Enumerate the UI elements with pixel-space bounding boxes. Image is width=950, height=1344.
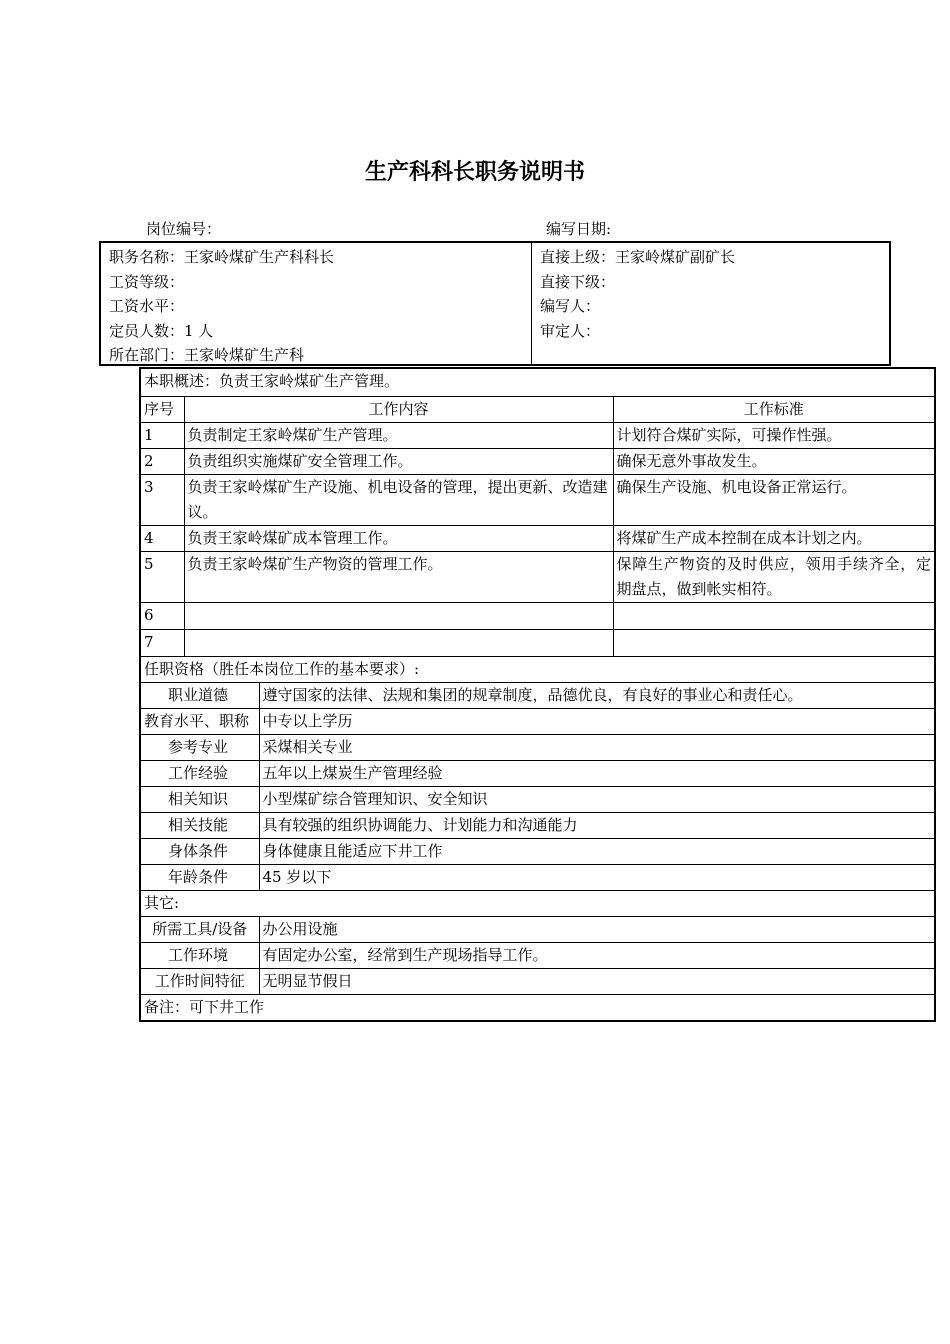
qualification-label: 工作经验 xyxy=(140,760,259,786)
qualification-row xyxy=(140,734,935,760)
remark: 备注：可下井工作 xyxy=(140,994,935,1021)
qualification-value: 身体健康且能适应下井工作 xyxy=(259,838,935,864)
other-row xyxy=(140,916,935,942)
qualification-row xyxy=(140,682,935,708)
qualification-row xyxy=(140,838,935,864)
salary-grade-field: 工资等级： xyxy=(109,272,185,291)
qualification-row xyxy=(140,708,935,734)
headcount-field: 定员人数：1 人 xyxy=(109,321,214,340)
other-value: 办公用设施 xyxy=(259,916,935,942)
qualification-value: 采煤相关专业 xyxy=(259,734,935,760)
duty-row xyxy=(140,448,935,474)
duty-content xyxy=(184,602,613,629)
other-label: 工作环境 xyxy=(140,942,259,968)
info-left-column xyxy=(109,245,334,368)
col-header-standard: 工作标准 xyxy=(613,396,935,422)
duty-no: 6 xyxy=(140,602,184,629)
duty-standard xyxy=(613,602,935,629)
duty-no: 1 xyxy=(140,422,184,448)
info-divider xyxy=(531,243,532,364)
col-header-content: 工作内容 xyxy=(184,396,613,422)
duty-no: 5 xyxy=(140,551,184,602)
duty-standard xyxy=(613,629,935,656)
author-field: 编写人： xyxy=(540,297,601,316)
qualification-value: 45 岁以下 xyxy=(259,864,935,890)
qualification-row xyxy=(140,786,935,812)
qualification-value: 五年以上煤炭生产管理经验 xyxy=(259,760,935,786)
other-row xyxy=(140,942,935,968)
position-number-label: 岗位编号： xyxy=(146,220,222,238)
qualification-label: 参考专业 xyxy=(140,734,259,760)
other-label: 所需工具/设备 xyxy=(140,916,259,942)
qualification-label: 职业道德 xyxy=(140,682,259,708)
qualification-row xyxy=(140,812,935,838)
other-value: 有固定办公室，经常到生产现场指导工作。 xyxy=(259,942,935,968)
duty-standard: 计划符合煤矿实际，可操作性强。 xyxy=(613,422,935,448)
reviewer-field: 审定人： xyxy=(540,321,601,340)
qualification-value: 具有较强的组织协调能力、计划能力和沟通能力 xyxy=(259,812,935,838)
job-title-field: 职务名称：王家岭煤矿生产科科长 xyxy=(109,248,335,266)
qualification-label: 教育水平、职称 xyxy=(140,708,259,734)
other-value: 无明显节假日 xyxy=(259,968,935,994)
qualification-value: 中专以上学历 xyxy=(259,708,935,734)
duty-standard: 确保无意外事故发生。 xyxy=(613,448,935,474)
duty-row xyxy=(140,525,935,551)
other-heading: 其它: xyxy=(140,890,935,916)
qualification-label: 年龄条件 xyxy=(140,864,259,890)
qualification-row xyxy=(140,864,935,890)
job-summary: 本职概述：负责王家岭煤矿生产管理。 xyxy=(140,368,935,396)
duty-standard: 将煤矿生产成本控制在成本计划之内。 xyxy=(613,525,935,551)
page-title: 生产科科长职务说明书 xyxy=(364,160,585,185)
duty-no: 2 xyxy=(140,448,184,474)
duty-content xyxy=(184,629,613,656)
basic-info-box xyxy=(99,241,891,366)
duty-row xyxy=(140,474,935,525)
qualification-label: 相关技能 xyxy=(140,812,259,838)
duty-content: 负责王家岭煤矿成本管理工作。 xyxy=(184,525,613,551)
duty-standard: 确保生产设施、机电设备正常运行。 xyxy=(613,474,935,525)
other-row xyxy=(140,968,935,994)
direct-subordinate-field: 直接下级： xyxy=(540,272,616,291)
duty-row xyxy=(140,629,935,656)
info-right-column xyxy=(540,245,735,343)
duty-content: 负责制定王家岭煤矿生产管理。 xyxy=(184,422,613,448)
duty-row xyxy=(140,551,935,602)
duty-no: 3 xyxy=(140,474,184,525)
other-label: 工作时间特征 xyxy=(140,968,259,994)
salary-level-field: 工资水平： xyxy=(109,297,185,316)
col-header-no: 序号 xyxy=(140,396,184,422)
qualification-row xyxy=(140,760,935,786)
duty-content: 负责王家岭煤矿生产设施、机电设备的管理，提出更新、改造建议。 xyxy=(184,474,613,525)
duty-standard: 保障生产物资的及时供应，领用手续齐全，定期盘点，做到帐实相符。 xyxy=(613,551,935,602)
duty-content: 负责王家岭煤矿生产物资的管理工作。 xyxy=(184,551,613,602)
duty-row xyxy=(140,602,935,629)
duty-row xyxy=(140,422,935,448)
date-label: 编写日期: xyxy=(546,220,612,238)
qualification-label: 身体条件 xyxy=(140,838,259,864)
job-description-table xyxy=(139,367,936,1022)
department-field: 所在部门：王家岭煤矿生产科 xyxy=(109,346,305,365)
duty-content: 负责组织实施煤矿安全管理工作。 xyxy=(184,448,613,474)
qualification-value: 小型煤矿综合管理知识、安全知识 xyxy=(259,786,935,812)
qualification-value: 遵守国家的法律、法规和集团的规章制度，品德优良，有良好的事业心和责任心。 xyxy=(259,682,935,708)
duty-no: 4 xyxy=(140,525,184,551)
qualifications-heading: 任职资格（胜任本岗位工作的基本要求）: xyxy=(140,656,935,682)
qualification-label: 相关知识 xyxy=(140,786,259,812)
direct-superior-field: 直接上级：王家岭煤矿副矿长 xyxy=(540,248,736,266)
duty-no: 7 xyxy=(140,629,184,656)
